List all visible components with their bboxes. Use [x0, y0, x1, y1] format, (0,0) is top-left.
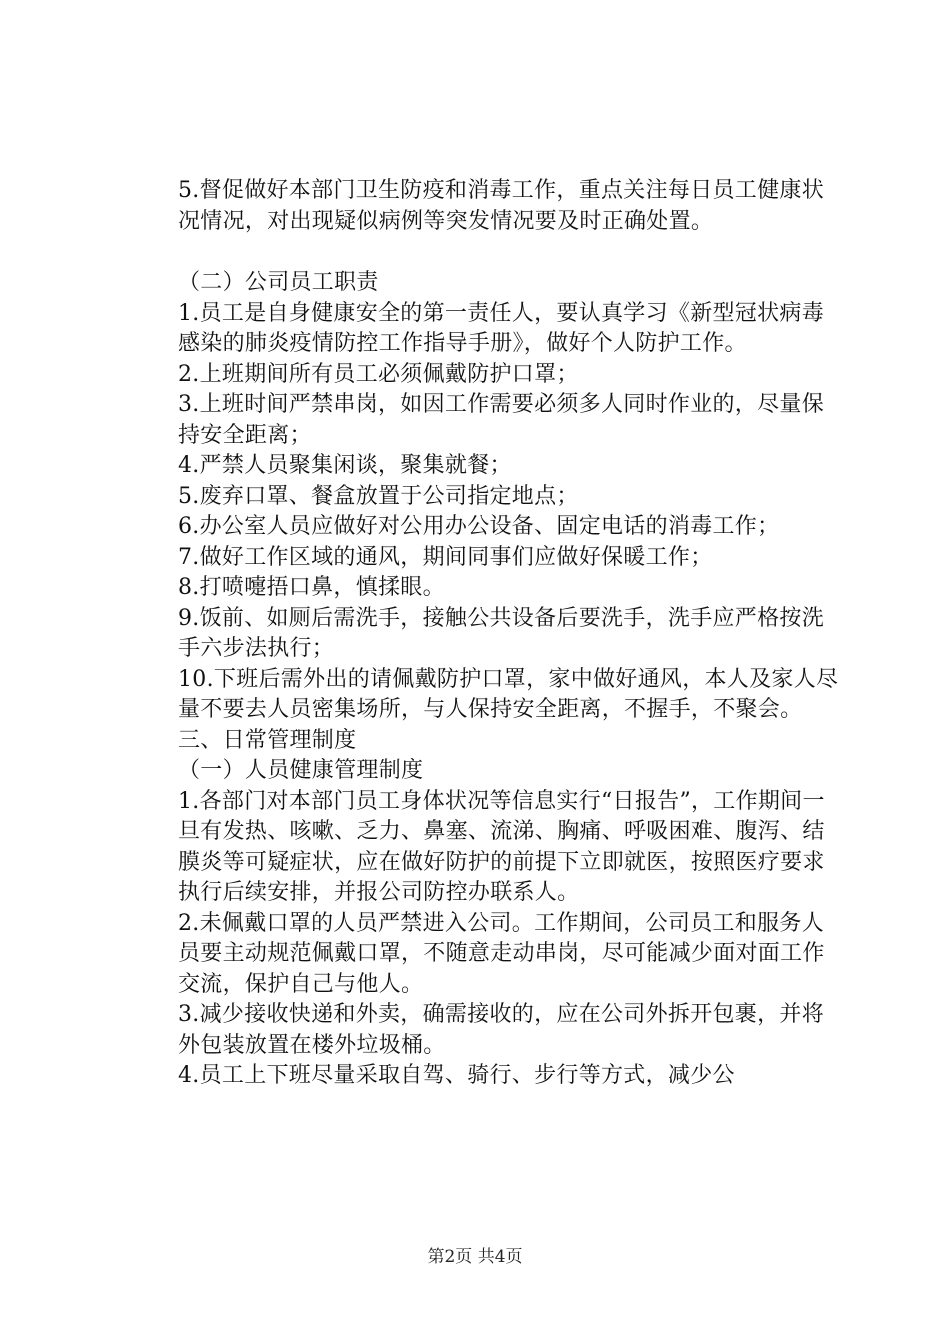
- section-2-item-6: 6.办公室人员应做好对公用办公设备、固定电话的消毒工作；: [178, 514, 780, 539]
- section-3-title: 三、日常管理制度: [178, 727, 357, 753]
- top-paragraph-block: [130, 176, 840, 237]
- page-footer: 第2页 共4页: [427, 1247, 523, 1267]
- section-2-block: [130, 268, 840, 1092]
- section-3-1-item-1: 1.各部门对本部门员工身体状况等信息实行“日报告”，工作期间一旦有发热、咳嗽、乏力、鼻塞、流涕、胸痛、呼吸困难、腹泻、结膜炎等可疑症状，应在做好防护的前提下立即就医，按照医疗要求执行后续安排，并报公司防控办联系人。: [178, 788, 825, 905]
- section-3-1-item-4: 4.员工上下班尽量采取自驾、骑行、步行等方式，减少公: [178, 1063, 735, 1088]
- section-2-item-5: 5.废弃口罩、餐盒放置于公司指定地点；: [178, 483, 579, 509]
- section-2-title: （二）公司员工职责: [178, 270, 379, 295]
- section-2-item-9: 9.饭前、如厕后需洗手，接触公共设备后要洗手，洗手应严格按洗手六步法执行；: [178, 605, 824, 661]
- section-2-item-3: 3.上班时间严禁串岗，如因工作需要必须多人同时作业的，尽量保持安全距离；: [178, 392, 824, 448]
- section-2-item-1: 1.员工是自身健康安全的第一责任人，要认真学习《新型冠状病毒感染的肺炎疫情防控工作指导手册》，做好个人防护工作。: [178, 300, 824, 356]
- section-2-item-10: 10.下班后需外出的请佩戴防护口罩，家中做好通风，本人及家人尽量不要去人员密集场所，与人保持安全距离，不握手，不聚会。: [178, 666, 839, 722]
- section-2-item-7: 7.做好工作区域的通风，期间同事们应做好保暖工作；: [178, 544, 713, 570]
- section-3-1-item-2: 2.未佩戴口罩的人员严禁进入公司。工作期间，公司员工和服务人员要主动规范佩戴口罩，不随意走动串岗，尽可能减少面对面工作交流，保护自己与他人。: [178, 910, 825, 997]
- section-2-item-4: 4.严禁人员聚集闲谈，聚集就餐；: [178, 453, 512, 478]
- section-3-1-title: （一）人员健康管理制度: [178, 758, 424, 783]
- section-3-1-item-3: 3.减少接收快递和外卖，确需接收的，应在公司外拆开包裹，并将外包装放置在楼外垃圾桶。: [178, 1002, 824, 1058]
- paragraph-item-5: 5.督促做好本部门卫生防疫和消毒工作，重点关注每日员工健康状况情况，对出现疑似病例等突发情况要及时正确处置。: [178, 178, 824, 234]
- section-2-item-2: 2.上班期间所有员工必须佩戴防护口罩；: [178, 361, 579, 387]
- section-2-item-8: 8.打喷嚏捂口鼻，慎揉眼。: [178, 575, 445, 600]
